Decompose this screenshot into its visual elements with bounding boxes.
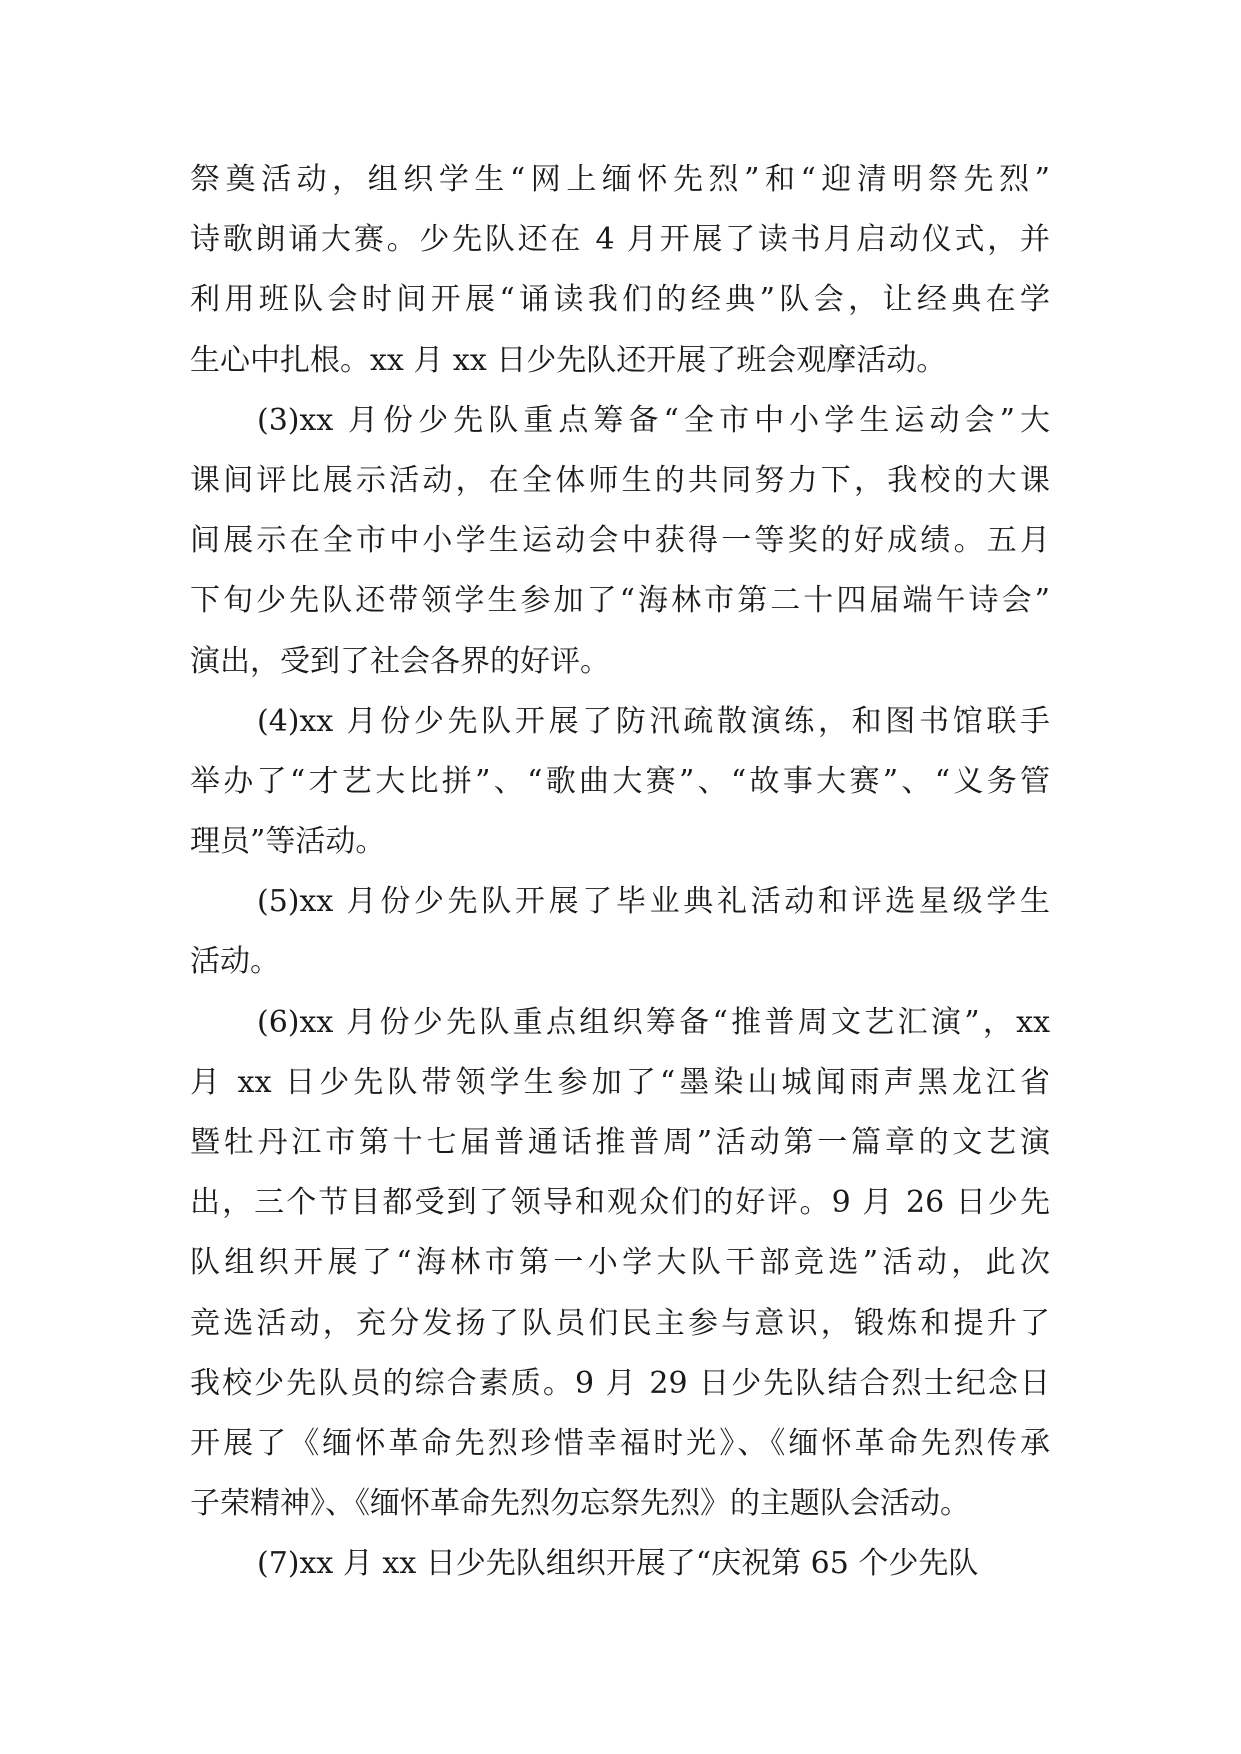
text-line: 队组织开展了“海林市第一小学大队干部竞选”活动，此次 <box>190 1245 1050 1281</box>
text-line: (3)xx 月份少先队重点筹备“全市中小学生运动会”大 <box>257 402 1050 438</box>
text-line: 演出，受到了社会各界的好评。 <box>190 643 610 679</box>
text-line: 月 xx 日少先队带领学生参加了“墨染山城闻雨声黑龙江省 <box>190 1064 1050 1100</box>
text-line: 课间评比展示活动，在全体师生的共同努力下，我校的大课 <box>190 462 1050 498</box>
text-line: 利用班队会时间开展“诵读我们的经典”队会，让经典在学 <box>190 282 1050 318</box>
text-line: 诗歌朗诵大赛。少先队还在 4 月开展了读书月启动仪式，并 <box>190 222 1050 258</box>
text-line: 出，三个节目都受到了领导和观众们的好评。9 月 26 日少先 <box>190 1185 1050 1221</box>
text-line: (4)xx 月份少先队开展了防汛疏散演练，和图书馆联手 <box>257 703 1050 739</box>
text-line: (5)xx 月份少先队开展了毕业典礼活动和评选星级学生 <box>257 884 1050 920</box>
text-line: 下旬少先队还带领学生参加了“海林市第二十四届端午诗会” <box>190 583 1050 619</box>
text-line: 举办了“才艺大比拼”、“歌曲大赛”、“故事大赛”、“义务管 <box>190 763 1050 799</box>
text-line: (6)xx 月份少先队重点组织筹备“推普周文艺汇演”，xx <box>257 1004 1050 1040</box>
text-line: 活动。 <box>190 944 280 980</box>
text-line: 子荣精神》、《缅怀革命先烈勿忘祭先烈》的主题队会活动。 <box>190 1486 970 1522</box>
text-line: 间展示在全市中小学生运动会中获得一等奖的好成绩。五月 <box>190 523 1050 559</box>
text-line: 开展了《缅怀革命先烈珍惜幸福时光》、《缅怀革命先烈传承 <box>190 1425 1050 1461</box>
text-line: 理员”等活动。 <box>190 824 386 860</box>
text-line: (7)xx 月 xx 日少先队组织开展了“庆祝第 65 个少先队 <box>257 1546 979 1582</box>
text-line: 暨牡丹江市第十七届普通话推普周”活动第一篇章的文艺演 <box>190 1125 1050 1160</box>
text-line: 祭奠活动，组织学生“网上缅怀先烈”和“迎清明祭先烈” <box>190 162 1050 197</box>
text-line: 生心中扎根。xx 月 xx 日少先队还开展了班会观摩活动。 <box>190 342 947 378</box>
text-line: 竞选活动，充分发扬了队员们民主参与意识，锻炼和提升了 <box>190 1305 1050 1341</box>
document-body <box>190 150 1050 1595</box>
text-line: 我校少先队员的综合素质。9 月 29 日少先队结合烈士纪念日 <box>190 1365 1050 1401</box>
